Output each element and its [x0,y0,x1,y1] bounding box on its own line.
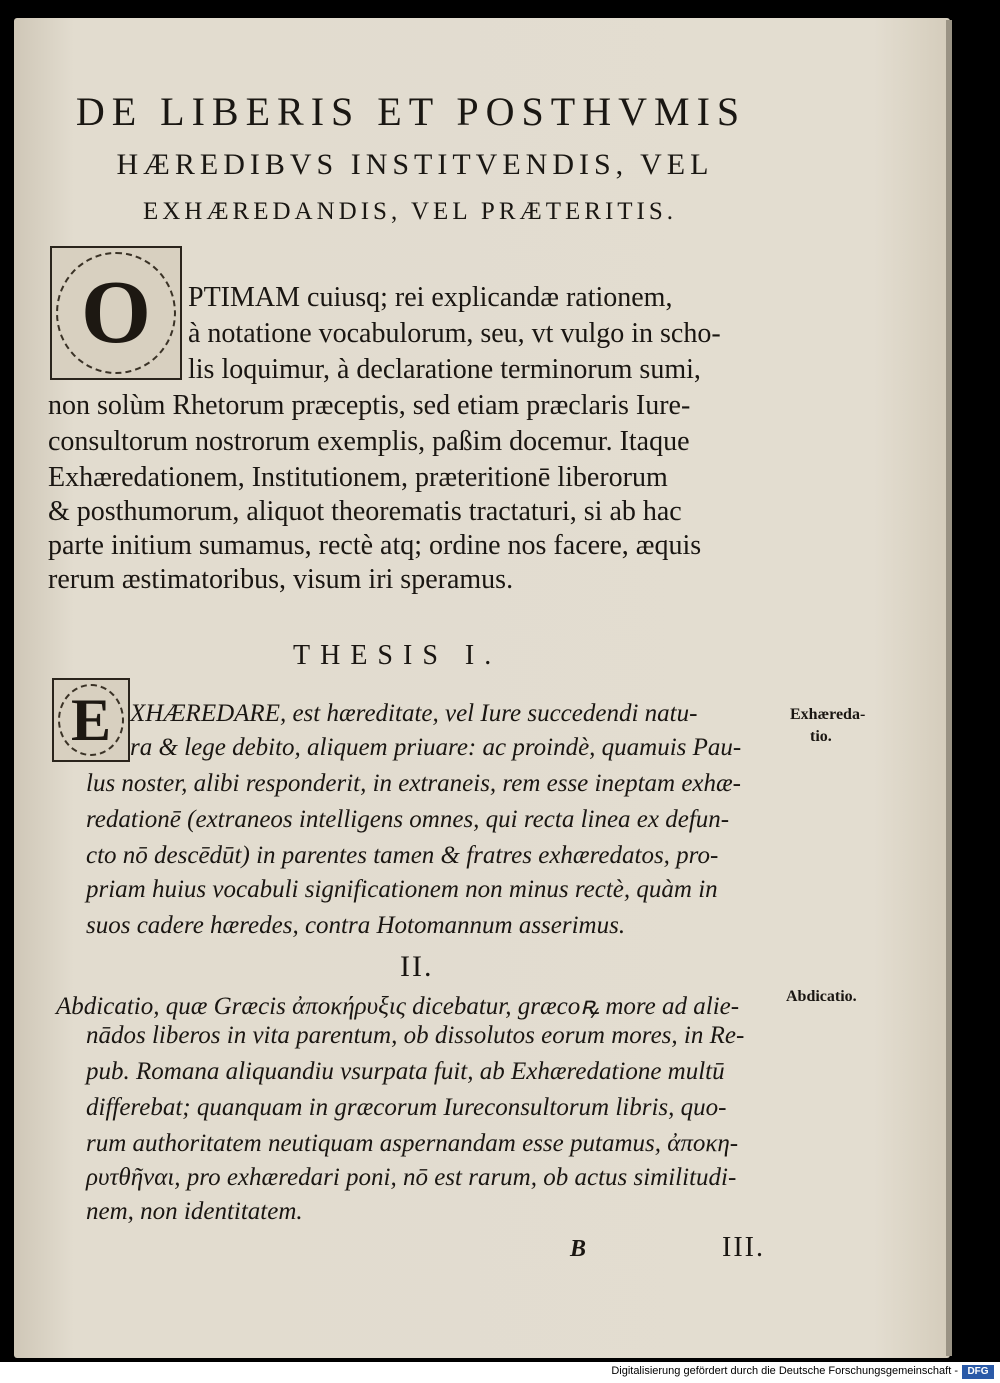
thesis-2-line-4: differebat; quanquam in græcorum Iureconsultorum libris, quo- [86,1094,727,1121]
thesis-2-line-6: ρυτθῆναι, pro exhæredari poni, nō est rarum, ob actus similitudi- [86,1164,737,1191]
intro-line-9: rerum æstimatoribus, visum iri speramus. [48,564,514,595]
title-line-2: HÆREDIBVS INSTITVENDIS, VEL [116,148,714,181]
title-line-3: EXHÆREDANDIS, VEL PRÆTERITIS. [142,198,678,225]
title-line-1: DE LIBERIS ET POSTHVMIS [75,89,747,134]
intro-line-7: & posthumorum, aliquot theorematis tractaturi, si ab hac [48,496,682,527]
intro-line-6: Exhæredationem, Institutionem, præteritionē liberorum [48,462,668,493]
thesis-2-heading: II. [400,950,434,983]
signature-mark: B [570,1236,587,1262]
thesis-1-line-5: cto nō descēdūt) in parentes tamen & fratres exhæredatos, pro- [86,842,719,869]
decorated-initial-o: O [50,246,182,380]
page-edge [946,20,952,1356]
dfg-logo: DFG [962,1365,994,1379]
decorated-initial-e: E [52,678,130,762]
thesis-2-line-7: nem, non identitatem. [86,1198,303,1225]
catchword: III. [722,1232,765,1263]
thesis-1-line-7: suos cadere hæredes, contra Hotomannum asserimus. [86,912,626,939]
margin-note-exhaeredatio-cont: tio. [810,728,832,745]
thesis-2-line-5: rum authoritatem neutiquam aspernandam esse putamus, ἀποκη- [86,1130,739,1157]
intro-line-1: PTIMAM cuiusq; rei explicandæ rationem, [188,282,673,313]
footer-credit: Digitalisierung gefördert durch die Deutsche Forschungsgemeinschaft - [611,1365,958,1377]
intro-line-4: non solùm Rhetorum præceptis, sed etiam præclaris Iure- [48,390,691,421]
intro-line-8: parte initium sumamus, rectè atq; ordine nos facere, æquis [48,530,702,561]
thesis-1-heading: THESIS I. [293,640,502,671]
thesis-1-line-1: XHÆREDARE, est hæreditate, vel Iure succedendi natu- [130,700,698,727]
intro-line-5: consultorum nostrorum exemplis, paßim docemur. Itaque [48,426,690,457]
thesis-1-line-2: ra & lege debito, aliquem priuare: ac proindè, quamuis Pau- [130,734,742,761]
intro-line-2: à notatione vocabulorum, seu, vt vulgo in scho- [188,318,721,349]
margin-note-abdicatio: Abdicatio. [786,988,857,1005]
footer-bar [0,1362,1000,1383]
thesis-1-line-3: lus noster, alibi responderit, in extraneis, rem esse ineptam exhæ- [86,770,742,797]
thesis-1-line-6: priam huius vocabuli significationem non minus rectè, quàm in [86,876,718,903]
intro-line-3: lis loquimur, à declaratione terminorum sumi, [188,354,701,385]
margin-note-exhaeredatio: Exhæreda- [790,706,866,723]
thesis-1-line-4: redationē (extraneos intelligens omnes, qui recta linea ex defun- [86,806,730,833]
thesis-2-line-3: pub. Romana aliquandiu vsurpata fuit, ab Exhæredatione multū [86,1058,725,1085]
thesis-2-line-2: nādos liberos in vita parentum, ob dissolutos eorum mores, in Re- [86,1022,745,1049]
thesis-2-line-1: Abdicatio, quæ Græcis ἀποκήρυξις dicebatur, græcoꝶ more ad alie- [56,993,740,1020]
